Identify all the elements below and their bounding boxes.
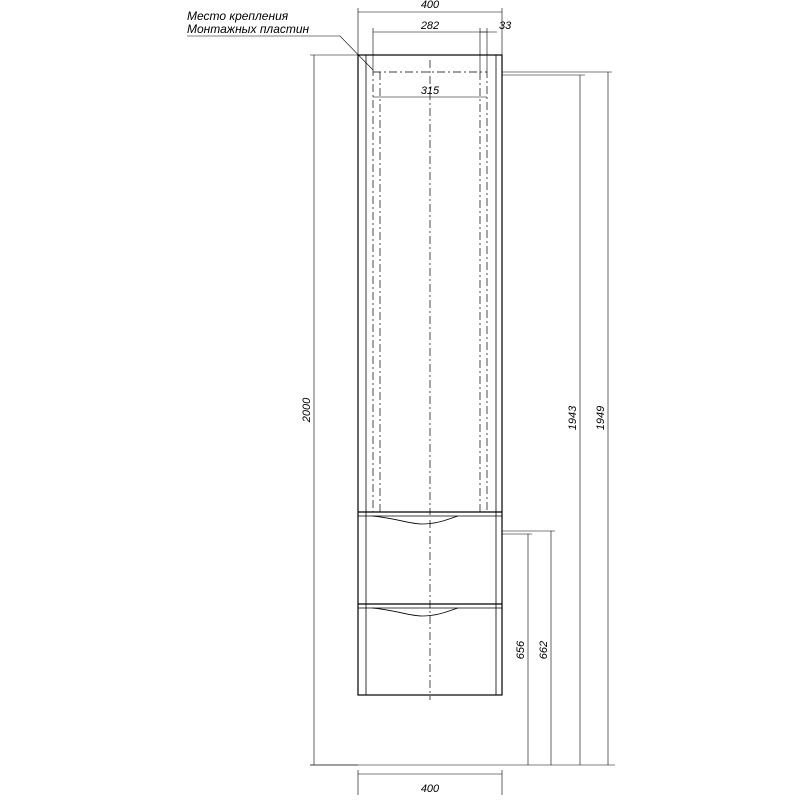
dim-total-height bbox=[301, 55, 358, 765]
drawer-handle-1 bbox=[372, 516, 458, 524]
dim-bottom-width-label: 400 bbox=[420, 783, 440, 795]
dim-top-width-label: 400 bbox=[420, 0, 440, 11]
dim-drawer-height-2-label: 662 bbox=[538, 640, 550, 660]
dim-inner-width-label: 282 bbox=[420, 20, 440, 32]
dim-mount-height-2-label: 1949 bbox=[595, 405, 607, 431]
dim-total-height-label: 2000 bbox=[301, 397, 313, 423]
drawer-handle-2 bbox=[372, 608, 458, 616]
dim-mount-height-1-label: 1943 bbox=[567, 405, 579, 431]
dim-side-offset-label: 33 bbox=[499, 20, 512, 32]
dim-drawer-heights bbox=[502, 531, 555, 765]
dim-bottom-width bbox=[358, 770, 502, 795]
annotation-leader bbox=[187, 36, 373, 70]
mount-annotation bbox=[187, 9, 373, 70]
dim-mount-width bbox=[373, 85, 487, 97]
dim-drawer-height-1-label: 656 bbox=[515, 640, 527, 660]
annotation-line-1: Место крепления bbox=[187, 9, 289, 23]
dim-mount-heights bbox=[502, 72, 612, 765]
upper-door bbox=[373, 60, 487, 515]
annotation-line-2: Монтажных пластин bbox=[187, 22, 310, 36]
dim-mount-width-label: 315 bbox=[420, 85, 440, 97]
drawers bbox=[358, 512, 502, 700]
